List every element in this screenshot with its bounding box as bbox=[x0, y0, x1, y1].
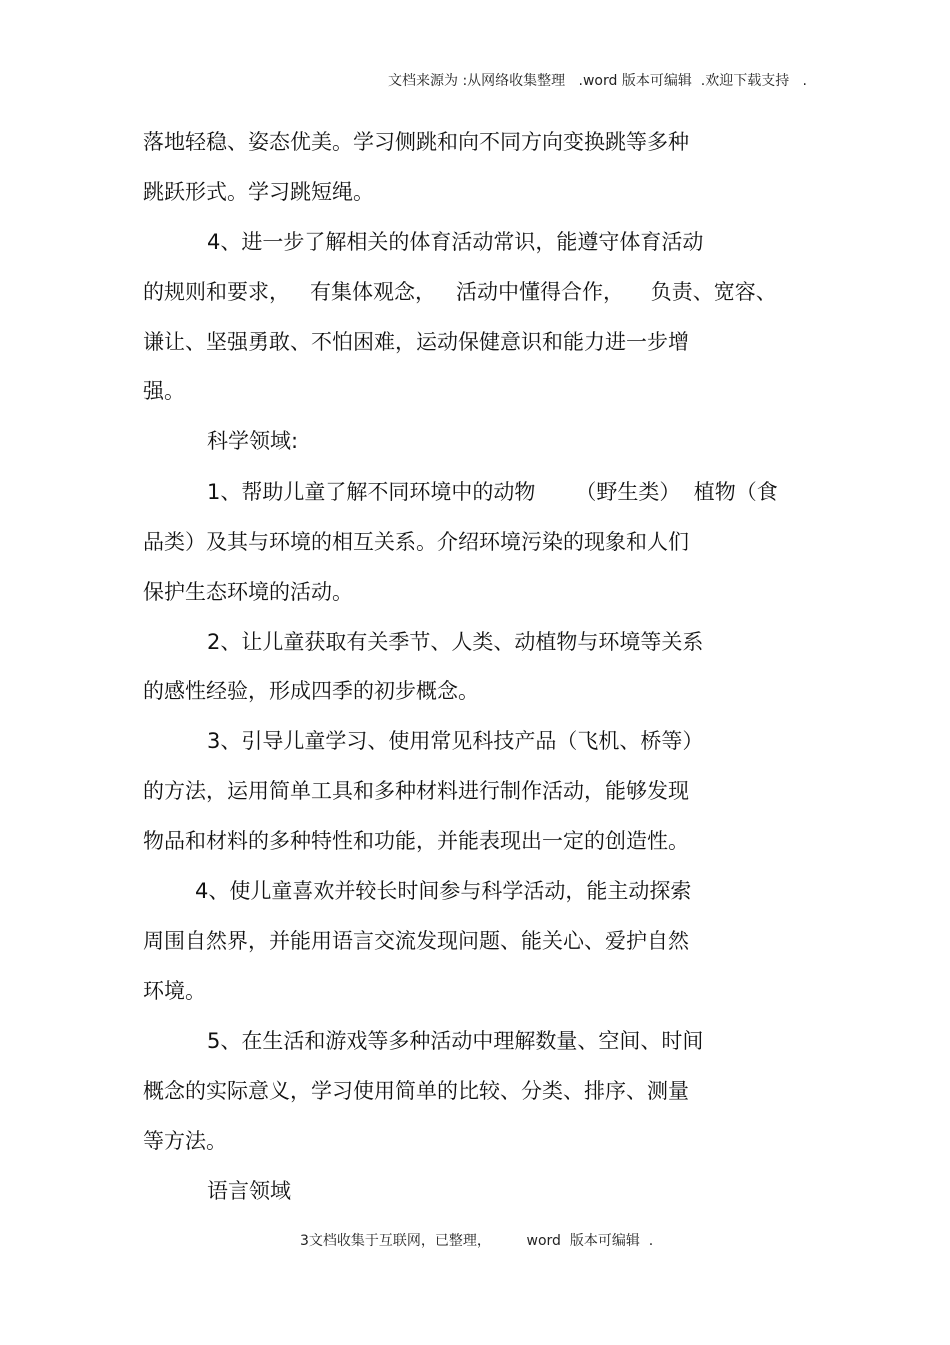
body-line: 概念的实际意义，学习使用简单的比较、分类、排序、测量 bbox=[143, 1079, 689, 1103]
body-line: 物品和材料的多种特性和功能，并能表现出一定的创造性。 bbox=[143, 829, 689, 853]
body-line: 环境。 bbox=[143, 979, 206, 1003]
page-header-note: 文档来源为 :从网络收集整理 .word 版本可编辑 .欢迎下载支持 . bbox=[388, 73, 807, 89]
section-heading-science: 科学领域: bbox=[207, 429, 299, 453]
body-line: 品类）及其与环境的相互关系。介绍环境污染的现象和人们 bbox=[143, 530, 689, 554]
body-line: 的感性经验，形成四季的初步概念。 bbox=[143, 679, 479, 703]
body-line: 周围自然界，并能用语言交流发现问题、能关心、爱护自然 bbox=[143, 929, 689, 953]
body-line: 3、引导儿童学习、使用常见科技产品（飞机、桥等） bbox=[207, 729, 704, 753]
body-line: 2、让儿童获取有关季节、人类、动植物与环境等关系 bbox=[207, 630, 704, 654]
body-line: 谦让、坚强勇敢、不怕困难，运动保健意识和能力进一步增 bbox=[143, 330, 689, 354]
body-line: 1、帮助儿童了解不同环境中的动物 （野生类） 植物（食 bbox=[207, 480, 778, 504]
body-line: 4、进一步了解相关的体育活动常识，能遵守体育活动 bbox=[207, 230, 704, 254]
page-footer-note: 3文档收集于互联网，已整理， word 版本可编辑 . bbox=[300, 1233, 654, 1249]
section-heading-language: 语言领域 bbox=[207, 1179, 291, 1203]
body-line: 4、使儿童喜欢并较长时间参与科学活动，能主动探索 bbox=[195, 879, 692, 903]
body-line: 等方法。 bbox=[143, 1129, 227, 1153]
body-line: 保护生态环境的活动。 bbox=[143, 580, 353, 604]
body-line: 强。 bbox=[143, 379, 185, 403]
body-line: 落地轻稳、姿态优美。学习侧跳和向不同方向变换跳等多种 bbox=[143, 130, 689, 154]
body-line: 5、在生活和游戏等多种活动中理解数量、空间、时间 bbox=[207, 1029, 704, 1053]
body-line: 的规则和要求， 有集体观念， 活动中懂得合作， 负责、宽容、 bbox=[143, 280, 777, 304]
body-line: 的方法，运用简单工具和多种材料进行制作活动，能够发现 bbox=[143, 779, 689, 803]
body-line: 跳跃形式。学习跳短绳。 bbox=[143, 180, 374, 204]
